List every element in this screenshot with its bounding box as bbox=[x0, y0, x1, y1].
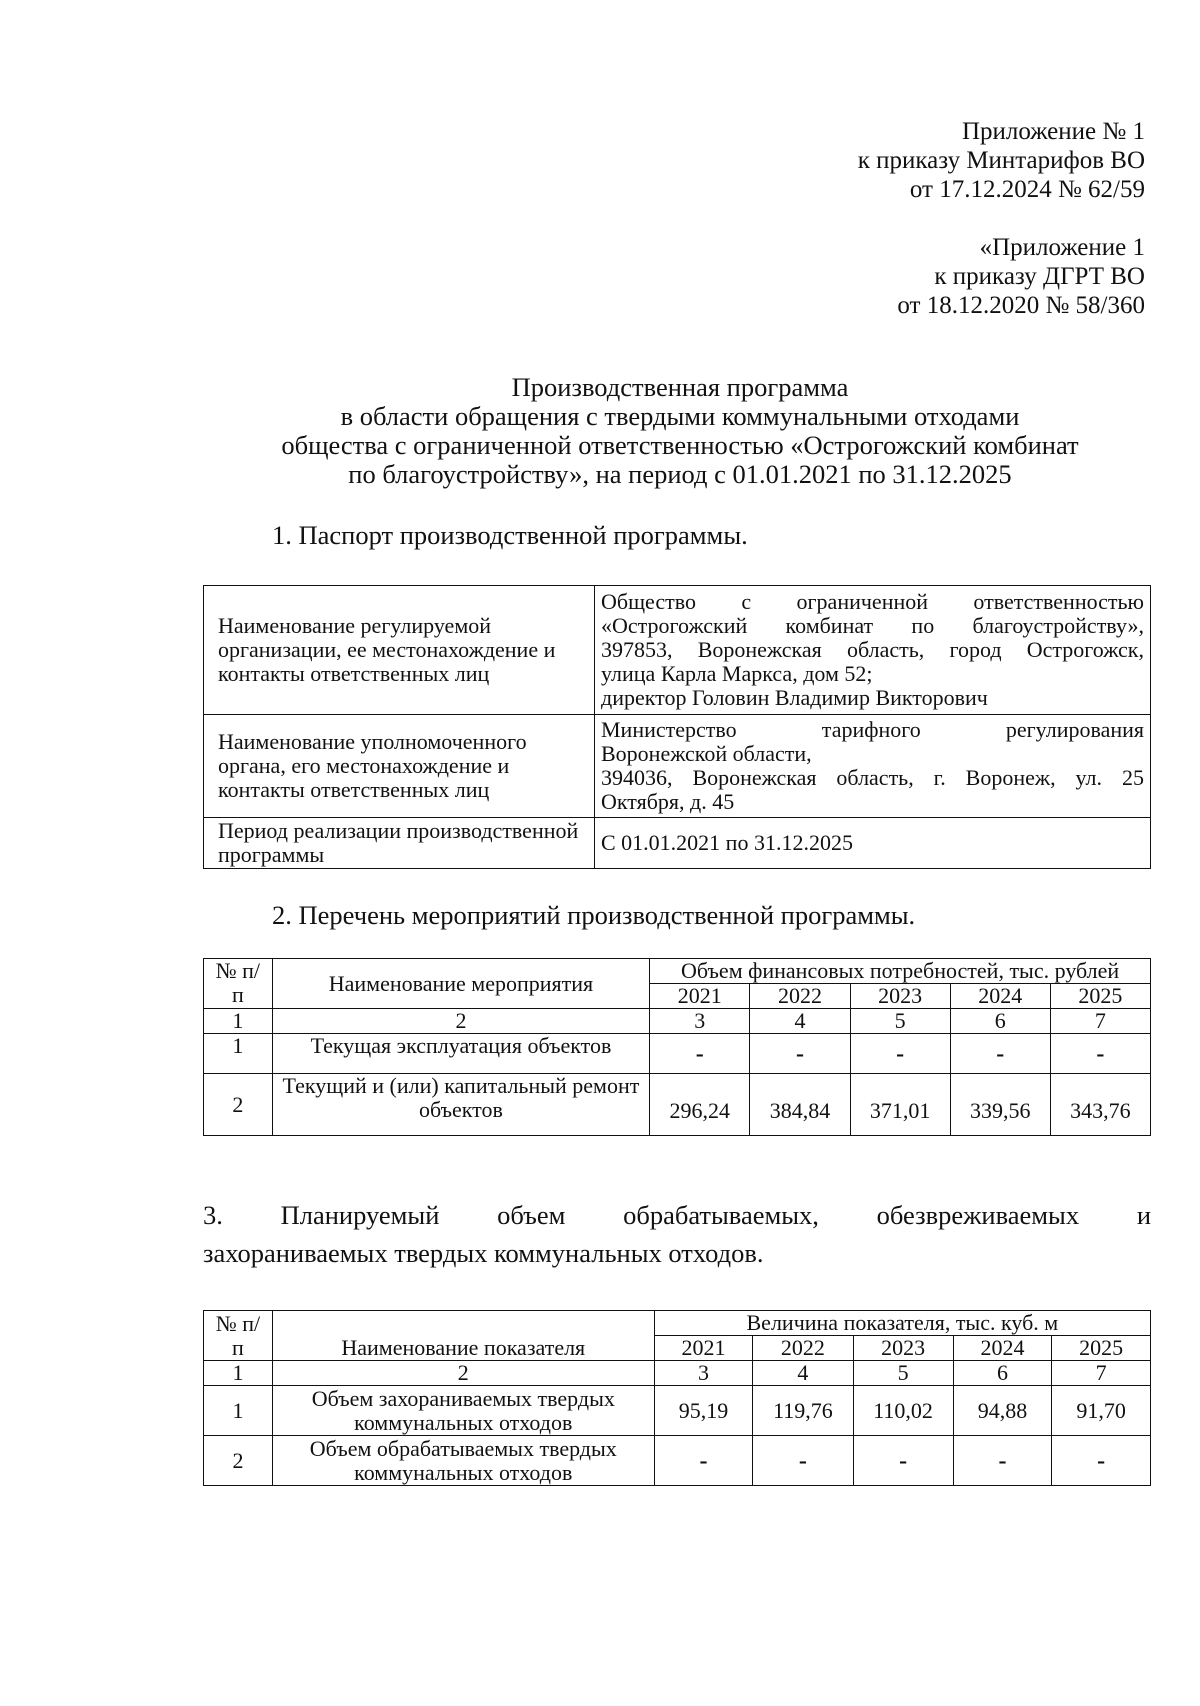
row-value: - bbox=[853, 1436, 953, 1486]
index-cell: 4 bbox=[753, 1361, 853, 1386]
passport-value-line: Воронежской области, bbox=[601, 741, 812, 766]
row-value: - bbox=[950, 1034, 1050, 1074]
passport-value-line: «Острогожский комбинат по благоустройству», bbox=[601, 613, 1144, 638]
index-cell: 6 bbox=[950, 1009, 1050, 1034]
table-header-row bbox=[204, 1311, 1151, 1336]
row-value: - bbox=[953, 1436, 1052, 1486]
passport-value-line: улица Карла Маркса, дом 52; bbox=[601, 661, 873, 686]
appendix-original bbox=[545, 233, 1145, 320]
passport-value-line: директор Головин Владимир Викторович bbox=[601, 685, 988, 710]
row-value: - bbox=[850, 1034, 950, 1074]
row-value: 94,88 bbox=[953, 1386, 1052, 1436]
index-cell: 2 bbox=[272, 1009, 650, 1034]
section3-heading-word: Планируемый bbox=[280, 1200, 440, 1230]
row-value: 91,70 bbox=[1052, 1386, 1151, 1436]
section3-heading-word: обрабатываемых, bbox=[623, 1200, 819, 1230]
row-name: Текущая эксплуатация объектов bbox=[272, 1034, 650, 1074]
index-cell: 1 bbox=[204, 1361, 273, 1386]
row-value: 296,24 bbox=[650, 1074, 750, 1136]
row-value: - bbox=[650, 1034, 750, 1074]
index-cell: 4 bbox=[750, 1009, 850, 1034]
document-title bbox=[200, 373, 1160, 489]
row-value: - bbox=[750, 1034, 850, 1074]
row-value: - bbox=[654, 1436, 753, 1486]
header-group: Объем финансовых потребностей, тыс. рублей bbox=[650, 959, 1151, 984]
appendix-current-line3: от 17.12.2024 № 62/59 bbox=[909, 176, 1145, 203]
row-value: - bbox=[1052, 1436, 1151, 1486]
row-value: 384,84 bbox=[750, 1074, 850, 1136]
table-row bbox=[204, 1436, 1151, 1486]
row-num: 1 bbox=[204, 1034, 273, 1074]
header-name: Наименование показателя bbox=[272, 1311, 654, 1361]
title-line1: Производственная программа bbox=[511, 372, 849, 402]
passport-value-line: С 01.01.2021 по 31.12.2025 bbox=[601, 830, 853, 855]
passport-row bbox=[204, 586, 1151, 715]
header-name: Наименование мероприятия bbox=[272, 959, 650, 1009]
title-line3: общества с ограниченной ответственностью «Острогожский комбинат bbox=[281, 430, 1079, 460]
passport-value bbox=[595, 715, 1151, 818]
row-value: 343,76 bbox=[1050, 1074, 1150, 1136]
index-cell: 5 bbox=[853, 1361, 953, 1386]
table-row bbox=[204, 1074, 1151, 1136]
header-year: 2023 bbox=[853, 1336, 953, 1361]
index-cell: 2 bbox=[272, 1361, 654, 1386]
section3-heading-word: обезвреживаемых bbox=[876, 1200, 1080, 1230]
passport-table bbox=[203, 585, 1151, 869]
header-year: 2021 bbox=[650, 984, 750, 1009]
table-index-row bbox=[204, 1361, 1151, 1386]
title-line4: по благоустройству», на период с 01.01.2021 по 31.12.2025 bbox=[348, 459, 1012, 489]
appendix-original-line3: от 18.12.2020 № 58/360 bbox=[897, 292, 1145, 319]
section1-heading: 1. Паспорт производственной программы. bbox=[272, 520, 748, 550]
row-value: 119,76 bbox=[753, 1386, 853, 1436]
row-name: Объем захораниваемых твердых коммунальных отходов bbox=[272, 1386, 654, 1436]
row-num: 2 bbox=[204, 1436, 273, 1486]
row-value: 371,01 bbox=[850, 1074, 950, 1136]
row-value: 339,56 bbox=[950, 1074, 1050, 1136]
row-value: 95,19 bbox=[654, 1386, 753, 1436]
header-group: Величина показателя, тыс. куб. м bbox=[654, 1311, 1150, 1336]
activities-table bbox=[203, 958, 1151, 1136]
header-year: 2025 bbox=[1050, 984, 1150, 1009]
passport-row bbox=[204, 818, 1151, 869]
passport-value-line: 397853, Воронежская область, город Острогожск, bbox=[601, 637, 1144, 662]
header-year: 2021 bbox=[654, 1336, 753, 1361]
passport-value-line: Общество с ограниченной ответственностью bbox=[601, 589, 1144, 614]
row-num: 1 bbox=[204, 1386, 273, 1436]
passport-label: Наименование уполномоченного органа, его местонахождение и контакты ответственных лиц bbox=[204, 715, 595, 818]
appendix-original-line1: «Приложение 1 bbox=[979, 234, 1145, 261]
index-cell: 1 bbox=[204, 1009, 273, 1034]
section2-heading: 2. Перечень мероприятий производственной программы. bbox=[272, 900, 916, 930]
passport-value bbox=[595, 818, 1151, 869]
passport-row bbox=[204, 715, 1151, 818]
table-index-row bbox=[204, 1009, 1151, 1034]
table-header-row bbox=[204, 959, 1151, 984]
header-year: 2024 bbox=[953, 1336, 1052, 1361]
appendix-current-line1: Приложение № 1 bbox=[961, 118, 1145, 145]
index-cell: 3 bbox=[654, 1361, 753, 1386]
index-cell: 7 bbox=[1052, 1361, 1151, 1386]
appendix-original-line2: к приказу ДГРТ ВО bbox=[934, 263, 1145, 290]
passport-value bbox=[595, 586, 1151, 715]
header-year: 2022 bbox=[753, 1336, 853, 1361]
passport-label: Период реализации производственной программы bbox=[204, 818, 595, 869]
row-name: Текущий и (или) капитальный ремонт объектов bbox=[272, 1074, 650, 1136]
appendix-current bbox=[545, 117, 1145, 204]
section3-heading-word: 3. bbox=[203, 1200, 223, 1230]
header-num: № п/п bbox=[204, 1311, 273, 1361]
row-value: - bbox=[1050, 1034, 1150, 1074]
table-row bbox=[204, 1386, 1151, 1436]
passport-value-line: 394036, Воронежская область, г. Воронеж, ул. 25 bbox=[601, 765, 1144, 790]
header-year: 2024 bbox=[950, 984, 1050, 1009]
index-cell: 6 bbox=[953, 1361, 1052, 1386]
passport-value-line: Октября, д. 45 bbox=[601, 789, 735, 814]
index-cell: 5 bbox=[850, 1009, 950, 1034]
appendix-current-line2: к приказу Минтарифов ВО bbox=[857, 147, 1145, 174]
row-value: - bbox=[753, 1436, 853, 1486]
passport-value-line: Министерство тарифного регулирования bbox=[601, 717, 1144, 742]
header-num: № п/п bbox=[204, 959, 273, 1009]
title-line2: в области обращения с твердыми коммунальными отходами bbox=[340, 401, 1020, 431]
section3-heading-word: объем bbox=[497, 1200, 566, 1230]
header-year: 2022 bbox=[750, 984, 850, 1009]
waste-volume-table bbox=[203, 1310, 1151, 1486]
row-num: 2 bbox=[204, 1074, 273, 1136]
section3-heading-word: и bbox=[1136, 1200, 1151, 1230]
header-year: 2023 bbox=[850, 984, 950, 1009]
section3-heading-line2: захораниваемых твердых коммунальных отходов. bbox=[203, 1238, 764, 1268]
index-cell: 7 bbox=[1050, 1009, 1150, 1034]
row-value: 110,02 bbox=[853, 1386, 953, 1436]
section3-heading bbox=[203, 1200, 1151, 1230]
passport-label: Наименование регулируемой организации, ее местонахождение и контакты ответственных лиц bbox=[204, 586, 595, 715]
header-year: 2025 bbox=[1052, 1336, 1151, 1361]
row-name: Объем обрабатываемых твердых коммунальных отходов bbox=[272, 1436, 654, 1486]
table-row bbox=[204, 1034, 1151, 1074]
index-cell: 3 bbox=[650, 1009, 750, 1034]
